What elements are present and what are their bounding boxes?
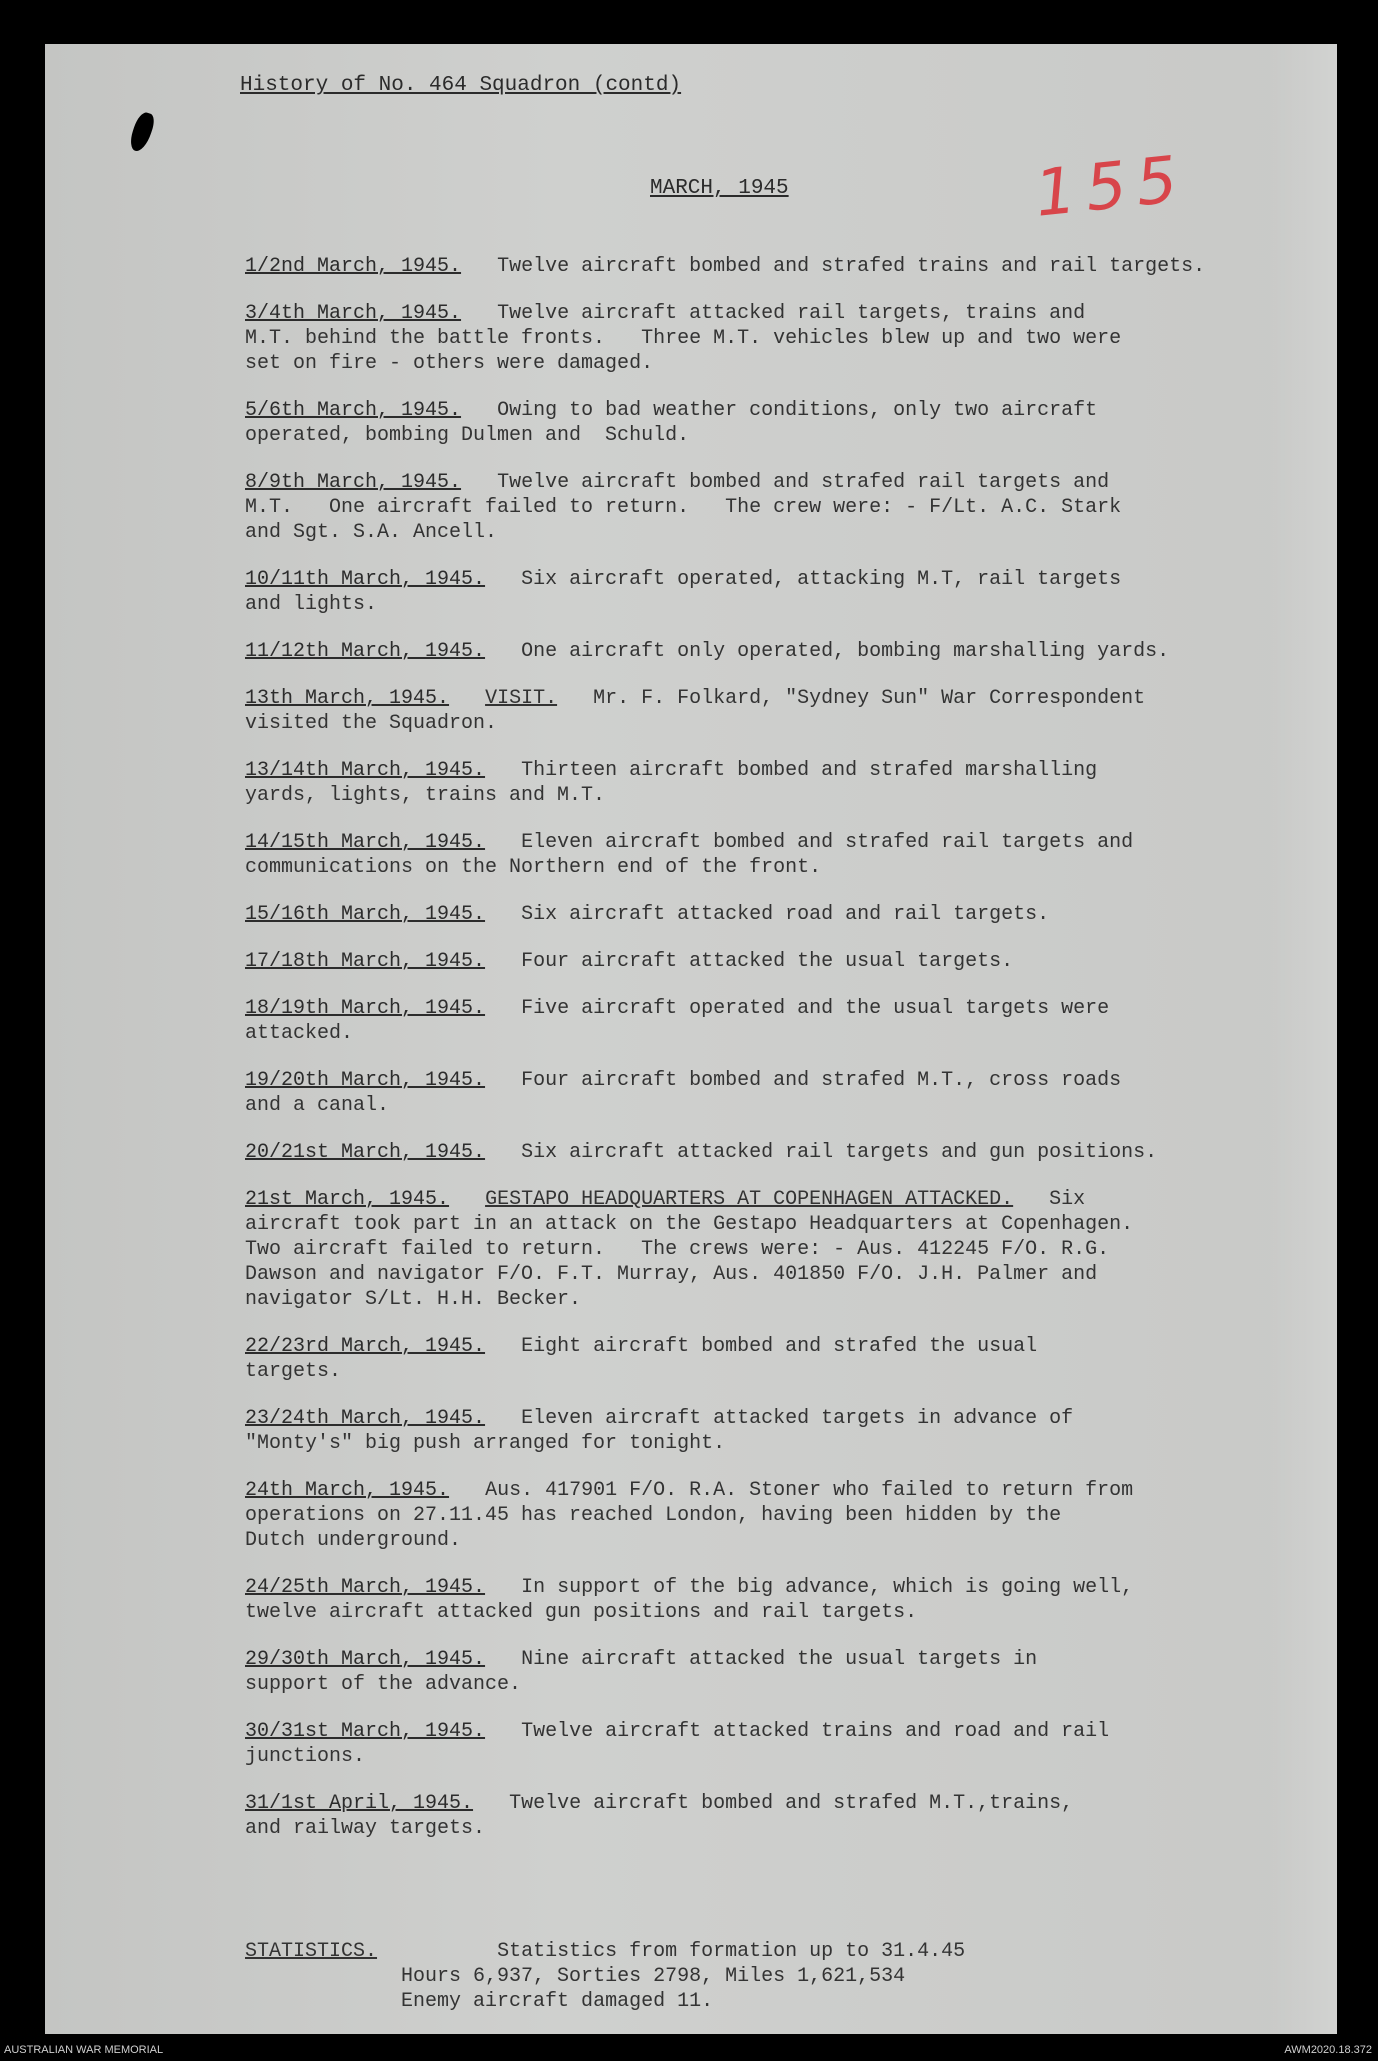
diary-entry (245, 301, 1325, 376)
entry-date: 22/23rd March, 1945. (245, 1335, 486, 1358)
entry-date: 30/31st March, 1945. (245, 1720, 486, 1743)
statistics-totals: Hours 6,937, Sorties 2798, Miles 1,621,534 (401, 1965, 906, 1988)
entry-date: 17/18th March, 1945. (245, 950, 486, 973)
entry-date: 31/1st April, 1945. (245, 1792, 474, 1815)
statistics-heading: STATISTICS. (245, 1940, 378, 1963)
entry-date: 13/14th March, 1945. (245, 759, 486, 782)
entry-date: 19/20th March, 1945. (245, 1069, 486, 1092)
entry-date: 23/24th March, 1945. (245, 1407, 486, 1430)
entry-date: 24/25th March, 1945. (245, 1576, 486, 1599)
month-title: MARCH, 1945 (650, 177, 789, 200)
diary-entry (245, 1140, 1325, 1165)
diary-entry (245, 1187, 1325, 1312)
statistics-line (245, 1965, 401, 1988)
entry-text: Eleven aircraft bombed and strafed rail targets and communications on the Northern end of the front. (245, 831, 1134, 879)
entry-date: 15/16th March, 1945. (245, 903, 486, 926)
entry-text: Twelve aircraft attacked rail targets, trains and M.T. behind the battle fronts. Three M.T. vehicles blew up and two were set on fire - others were damaged. (245, 302, 1122, 375)
diary-entry (245, 254, 1325, 279)
entry-date: 14/15th March, 1945. (245, 831, 486, 854)
diary-entry (245, 639, 1325, 664)
diary-entry (245, 1068, 1325, 1118)
statistics-line (245, 1990, 401, 2013)
document-page (45, 44, 1337, 2034)
entry-date: 11/12th March, 1945. (245, 640, 486, 663)
entry-text: One aircraft only operated, bombing marshalling yards. (521, 640, 1170, 663)
diary-entry (245, 470, 1325, 545)
statistics-section (245, 1939, 1325, 2014)
entry-subject: VISIT. (485, 687, 558, 710)
punch-hole (127, 110, 156, 154)
diary-entry (245, 1719, 1325, 1769)
entry-date: 24th March, 1945. (245, 1479, 450, 1502)
diary-entry (245, 686, 1325, 736)
diary-entry (245, 398, 1325, 448)
entry-date: 29/30th March, 1945. (245, 1648, 486, 1671)
entry-text: Six aircraft attacked rail targets and gun positions. (521, 1141, 1158, 1164)
entry-text: Owing to bad weather conditions, only two aircraft operated, bombing Dulmen and Schuld. (245, 399, 1098, 447)
entry-text: Twelve aircraft bombed and strafed rail targets and M.T. One aircraft failed to return. The crew were: - F/Lt. A.C. Stark and Sgt. S.A. Ancell. (245, 471, 1122, 544)
handwritten-folio-number: 155 (1031, 142, 1191, 232)
diary-entries (245, 254, 1325, 1863)
entry-text: Four aircraft attacked the usual targets. (521, 950, 1014, 973)
entry-date: 3/4th March, 1945. (245, 302, 462, 325)
entry-date: 18/19th March, 1945. (245, 997, 486, 1020)
entry-text: Six aircraft operated, attacking M.T, rail targets and lights. (245, 568, 1122, 616)
entry-text: Twelve aircraft bombed and strafed trains and rail targets. (497, 255, 1206, 278)
statistics-intro: Statistics from formation up to 31.4.45 (497, 1940, 966, 1963)
diary-entry (245, 1334, 1325, 1384)
entry-text: Six aircraft took part in an attack on the Gestapo Headquarters at Copenhagen. Two aircraft failed to return. The crews were: - Aus. 412245 F/O. R.G. Dawson and navigator F/O. F.T. Murray, Aus. 401850 F/O. J.H. Palmer and navigator S/Lt. H.H. Becker. (245, 1188, 1134, 1311)
diary-entry (245, 1575, 1325, 1625)
footer-archive-name: AUSTRALIAN WAR MEMORIAL (4, 2044, 164, 2056)
diary-entry (245, 949, 1325, 974)
diary-entry (245, 1406, 1325, 1456)
entry-text: Eight aircraft bombed and strafed the usual targets. (245, 1335, 1038, 1383)
entry-date: 1/2nd March, 1945. (245, 255, 462, 278)
diary-entry (245, 830, 1325, 880)
diary-entry (245, 1478, 1325, 1553)
statistics-damaged: Enemy aircraft damaged 11. (401, 1990, 714, 2013)
entry-date: 20/21st March, 1945. (245, 1141, 486, 1164)
entry-date: 8/9th March, 1945. (245, 471, 462, 494)
entry-date: 5/6th March, 1945. (245, 399, 462, 422)
diary-entry (245, 567, 1325, 617)
document-header: History of No. 464 Squadron (contd) (240, 74, 682, 97)
entry-date: 13th March, 1945. (245, 687, 450, 710)
entry-text: Twelve aircraft attacked trains and road and rail junctions. (245, 1720, 1110, 1768)
diary-entry (245, 902, 1325, 927)
entry-text: Nine aircraft attacked the usual targets in support of the advance. (245, 1648, 1038, 1696)
entry-subject: GESTAPO HEADQUARTERS AT COPENHAGEN ATTACKED. (485, 1188, 1014, 1211)
entry-text: In support of the big advance, which is going well, twelve aircraft attacked gun positions and rail targets. (245, 1576, 1134, 1624)
footer-accession-number: AWM2020.18.372 (1284, 2044, 1372, 2056)
entry-date: 10/11th March, 1945. (245, 568, 486, 591)
diary-entry (245, 1791, 1325, 1841)
entry-date: 21st March, 1945. (245, 1188, 450, 1211)
entry-text: Five aircraft operated and the usual targets were attacked. (245, 997, 1110, 1045)
entry-text: Eleven aircraft attacked targets in advance of "Monty's" big push arranged for tonight. (245, 1407, 1074, 1455)
diary-entry (245, 996, 1325, 1046)
entry-text: Twelve aircraft bombed and strafed M.T.,trains, and railway targets. (245, 1792, 1074, 1840)
entry-text: Six aircraft attacked road and rail targets. (521, 903, 1050, 926)
entry-text: Thirteen aircraft bombed and strafed marshalling yards, lights, trains and M.T. (245, 759, 1098, 807)
entry-text: Mr. F. Folkard, "Sydney Sun" War Correspondent visited the Squadron. (245, 687, 1146, 735)
entry-text: Four aircraft bombed and strafed M.T., cross roads and a canal. (245, 1069, 1122, 1117)
diary-entry (245, 1647, 1325, 1697)
diary-entry (245, 758, 1325, 808)
entry-text: Aus. 417901 F/O. R.A. Stoner who failed to return from operations on 27.11.45 has reached London, having been hidden by the Dutch underground. (245, 1479, 1134, 1552)
